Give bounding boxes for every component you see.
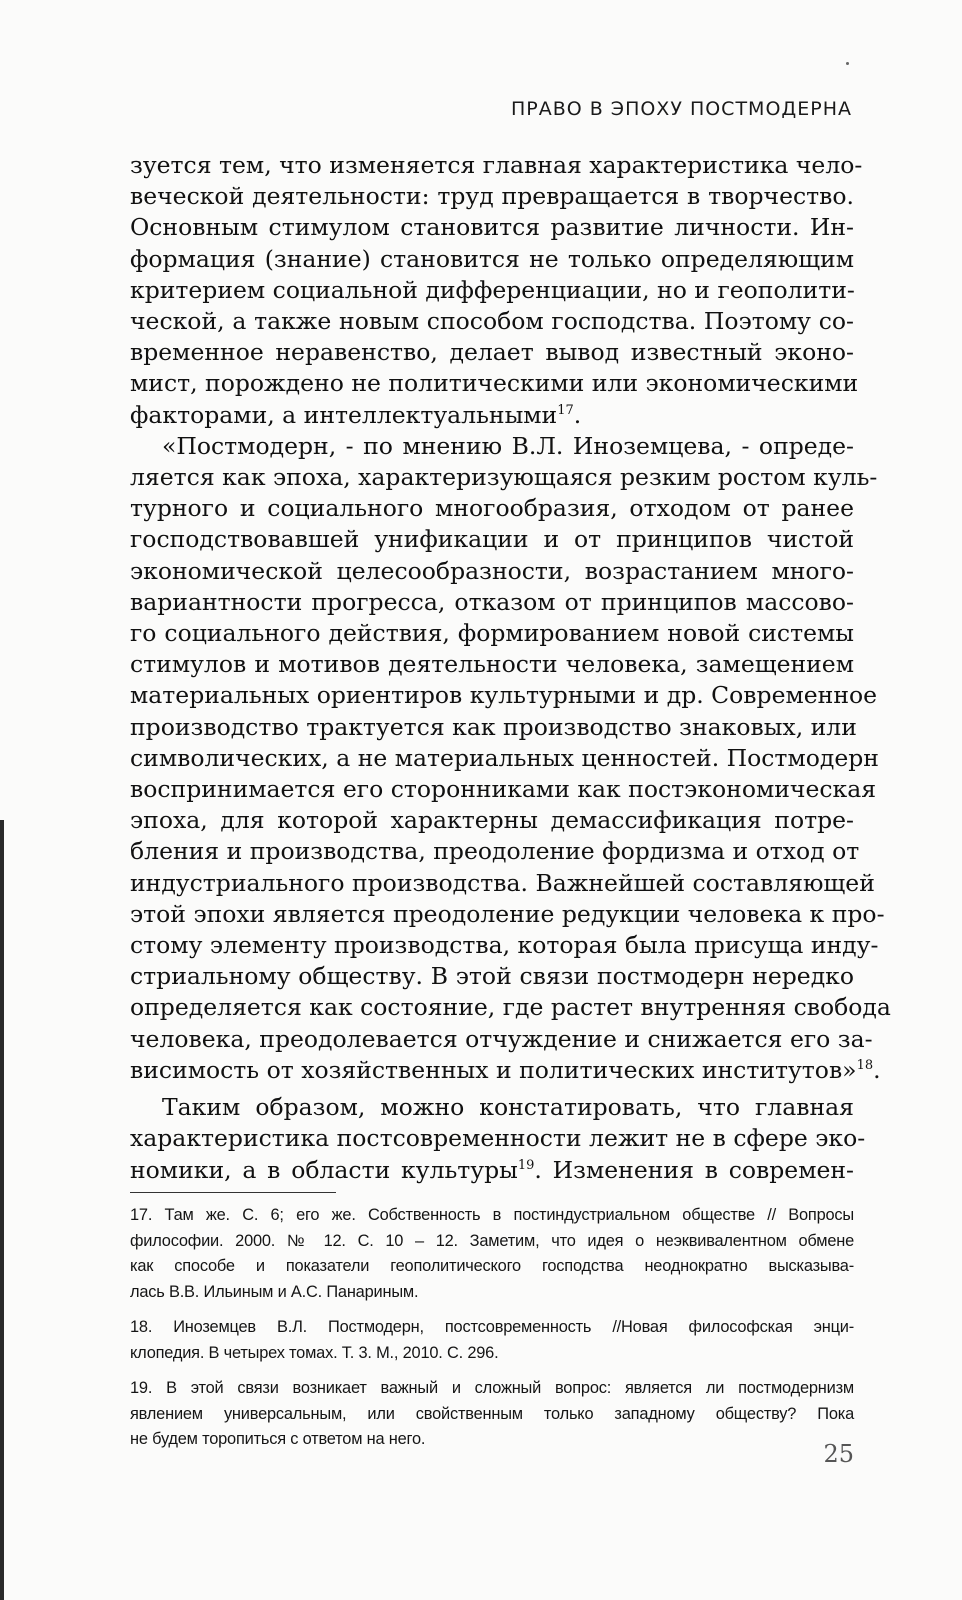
text-line: символических, а не материальных ценностей. Постмодерн — [130, 743, 879, 772]
text-line: турного и социального многообразия, отходом от ранее — [130, 494, 854, 523]
text-line: этой эпохи является преодоление редукции человека к про- — [130, 899, 885, 928]
text-line: Основным стимулом становится развитие личности. Ин- — [130, 213, 854, 242]
paragraph-1 — [130, 150, 863, 431]
footnote-line: 19. В этой связи возникает важный и сложный вопрос: является ли постмодернизм — [130, 1379, 854, 1397]
text-line: «Постмодерн, - по мнению В.Л. Иноземцева, - опреде- — [162, 431, 854, 460]
text-line: господствовавшей унификации и от принципов чистой — [130, 525, 854, 554]
scan-speck — [846, 62, 849, 65]
footnote-line: 17. Там же. С. 6; его же. Собственность в постиндустриальном обществе // Вопросы — [130, 1206, 854, 1224]
footnote-ref: 17 — [557, 402, 574, 418]
text-line: формация (знание) становится не только определяющим — [130, 244, 854, 273]
footnote-ref: 18 — [856, 1057, 874, 1073]
text-line: эпоха, для которой характерны демассификация потре- — [130, 806, 854, 835]
text-line: человека, преодолевается отчуждение и снижается его за- — [130, 1024, 873, 1053]
text-line: материальных ориентиров культурными и др. Современное — [130, 681, 878, 710]
page-edge-shadow — [0, 820, 4, 1600]
text-line: индустриального производства. Важнейшей составляющей — [130, 868, 875, 897]
text-line: бления и производства, преодоление фордизма и отход от — [130, 837, 860, 866]
paragraph-2 — [130, 431, 891, 1086]
text-line: характеристика постсовременности лежит не в сфере эко- — [130, 1124, 866, 1153]
footnote-17 — [130, 1203, 854, 1305]
text-line: воспринимается его сторонниками как постэкономическая — [130, 775, 877, 804]
text-line: стимулов и мотивов деятельности человека, замещением — [130, 650, 854, 679]
text-line-end: . — [873, 1055, 881, 1084]
footnote-line: 18. Иноземцев В.Л. Постмодерн, постсовременность //Новая философская энци- — [130, 1318, 854, 1336]
footnote-line: не будем торопиться с ответом на него. — [130, 1430, 426, 1448]
text-line: висимость от хозяйственных и политических институтов»$^{18}$. — [130, 1055, 881, 1084]
text-line-end: . Изменения в современ- — [534, 1155, 855, 1184]
footnote-line: явлением универсальным, или свойственным только западному обществу? Пока — [130, 1404, 854, 1423]
text-line: вариантности прогресса, отказом от принципов массово- — [130, 587, 854, 616]
text-line: временное неравенство, делает вывод известный эконо- — [130, 338, 854, 367]
text-line: номики, а в области культуры$^{19}$. Изменения в современ- — [130, 1155, 855, 1184]
text-line: ческой, а также новым способом господства. Поэтому со- — [130, 307, 854, 336]
text-line: факторами, а интеллектуальными$^{17}$. — [130, 400, 582, 429]
text-line: стриальному обществу. В этой связи постмодерн нередко — [130, 962, 854, 991]
footnote-divider — [130, 1192, 336, 1193]
running-head: ПРАВО В ЭПОХУ ПОСТМОДЕРНА — [510, 98, 852, 120]
footnote-line: философии. 2000. № 12. С. 10 – 12. Заметим, что идея о неэквивалентном обмене — [130, 1231, 854, 1250]
text-line: зуется тем, что изменяется главная характеристика чело- — [130, 151, 863, 179]
text-line: определяется как состояние, где растет внутренняя свобода — [130, 993, 891, 1022]
footnotes — [130, 1203, 854, 1463]
text-line: экономической целесообразности, возрастанием много- — [130, 556, 854, 585]
footnote-18 — [130, 1315, 854, 1366]
footnote-line: как способе и показатели геополитического господства неоднократно высказыва- — [130, 1257, 854, 1275]
text-line: производство трактуется как производство знаковых, или — [130, 712, 857, 741]
text-line: ляется как эпоха, характеризующаяся резким ростом куль- — [130, 463, 878, 492]
text-line: го социального действия, формированием новой системы — [130, 619, 854, 648]
text-line: веческой деятельности: труд превращается в творчество. — [130, 182, 854, 211]
paragraph-3 — [130, 1092, 866, 1186]
footnote-line: клопедия. В четырех томах. Т. 3. М., 2010. С. 296. — [130, 1343, 499, 1362]
footnote-ref: 19 — [517, 1157, 535, 1173]
body-text — [130, 150, 891, 1186]
text-line: мист, порождено не политическими или экономическими — [130, 369, 859, 398]
page-number: 25 — [823, 1440, 854, 1468]
text-line: стому элементу производства, которая была присуща инду- — [130, 931, 879, 960]
text-line: Таким образом, можно констатировать, что главная — [162, 1093, 854, 1122]
text-line-end: . — [573, 400, 582, 429]
footnote-19 — [130, 1376, 854, 1453]
text-line: критерием социальной дифференциации, но и геополити- — [130, 275, 855, 304]
footnote-line: лась В.В. Ильиным и А.С. Панариным. — [130, 1282, 419, 1301]
